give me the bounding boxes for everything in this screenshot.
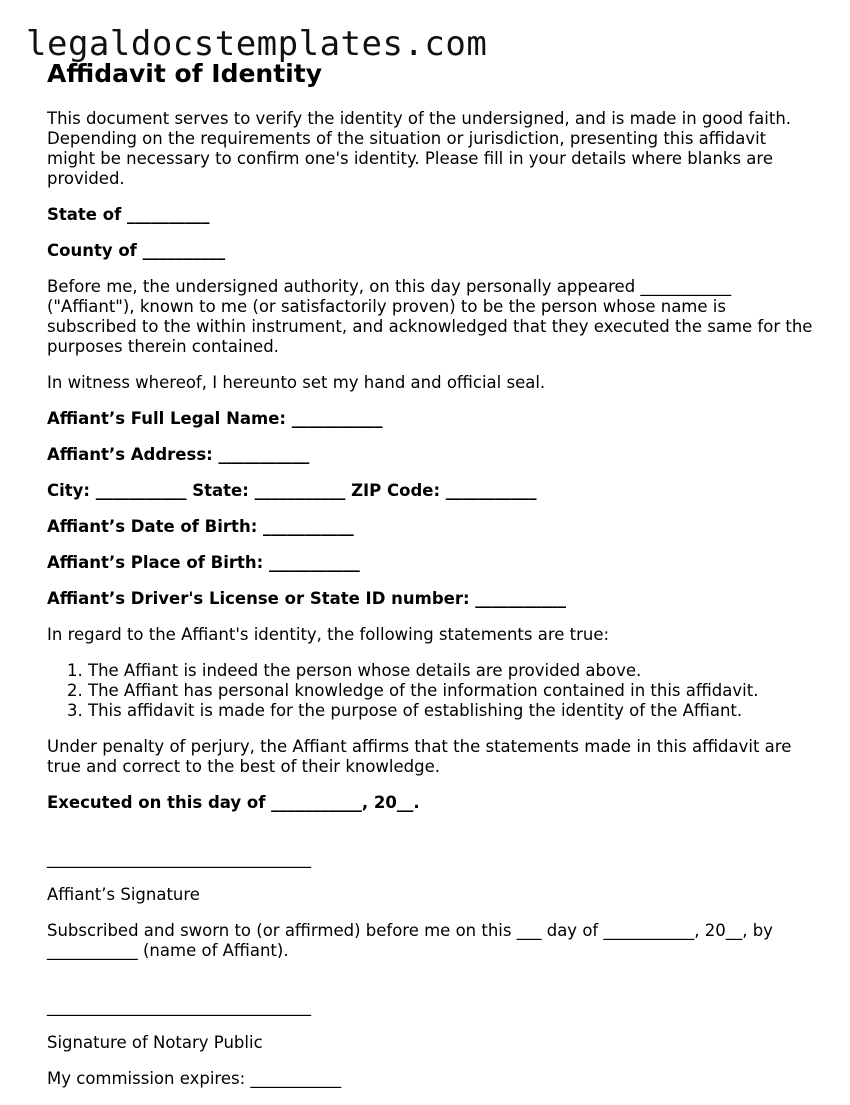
executed-line: Executed on this day of ___________, 20__.: [47, 793, 420, 812]
full-name-field: Affiant’s Full Legal Name: ___________: [47, 409, 383, 428]
witness-paragraph: In witness whereof, I hereunto set my hand and official seal.: [47, 373, 546, 392]
date-of-birth-field: Affiant’s Date of Birth: ___________: [47, 517, 354, 536]
perjury-paragraph: Under penalty of perjury, the Affiant affirms that the statements made in this affidavit are true and correct to the best of their knowledge.: [47, 737, 792, 776]
appearance-paragraph: Before me, the undersigned authority, on this day personally appeared ___________ ("Affiant"), known to me (or satisfactorily proven) to be the person whose name is subscribed to the within instrument, and acknowledged that they executed the same for the purposes therein contained.: [47, 277, 813, 356]
statements-list: [47, 661, 817, 721]
affiant-signature-line: ________________________________: [47, 849, 311, 868]
document-title: Affidavit of Identity: [47, 59, 322, 88]
county-line: County of __________: [47, 241, 226, 260]
state-line: State of __________: [47, 205, 210, 224]
license-field: Affiant’s Driver's License or State ID number: ___________: [47, 589, 567, 608]
sworn-paragraph: Subscribed and sworn to (or affirmed) before me on this ___ day of ___________, 20__, by ___________ (name of Affiant).: [47, 921, 773, 960]
notary-signature-line: ________________________________: [47, 997, 311, 1016]
statements-intro: In regard to the Affiant's identity, the following statements are true:: [47, 625, 610, 644]
list-item: 2. The Affiant has personal knowledge of the information contained in this affidavit.: [88, 681, 817, 701]
city-state-zip-field: City: ___________ State: ___________ ZIP Code: ___________: [47, 481, 537, 500]
commission-line: My commission expires: ___________: [47, 1069, 342, 1088]
affiant-signature-label: Affiant’s Signature: [47, 885, 200, 904]
list-item: 3. This affidavit is made for the purpose of establishing the identity of the Affiant.: [88, 701, 817, 721]
site-watermark: legaldocstemplates.com: [26, 24, 488, 64]
address-field: Affiant’s Address: ___________: [47, 445, 310, 464]
notary-signature-label: Signature of Notary Public: [47, 1033, 263, 1052]
place-of-birth-field: Affiant’s Place of Birth: ___________: [47, 553, 360, 572]
affidavit-document: [47, 58, 817, 1105]
intro-paragraph: This document serves to verify the identity of the undersigned, and is made in good faith. Depending on the requirements of the situation or jurisdiction, presenting this affidavit might be necessary to confirm one's identity. Please fill in your details where blanks are provided.: [47, 109, 792, 188]
list-item: 1. The Affiant is indeed the person whose details are provided above.: [88, 661, 817, 681]
